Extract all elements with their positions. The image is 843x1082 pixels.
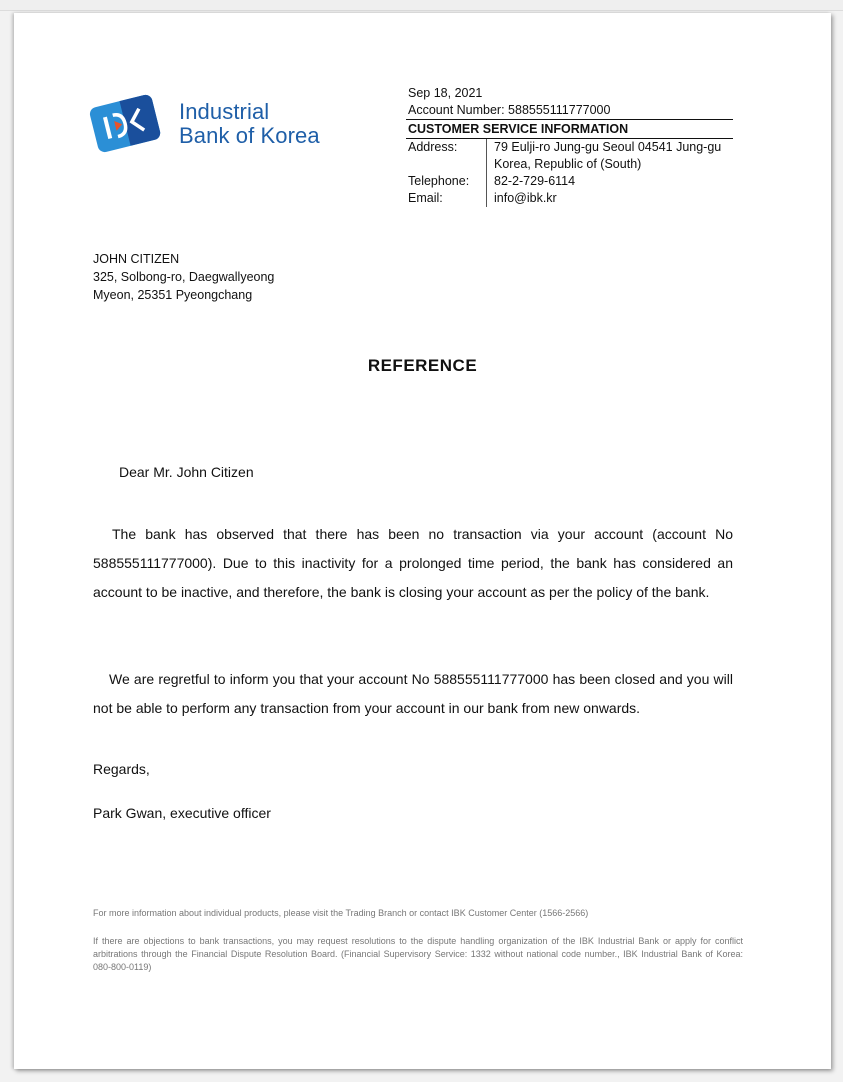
closing: Regards,	[93, 761, 150, 777]
address-value: 79 Eulji-ro Jung-gu Seoul 04541 Jung-gu Korea, Republic of (South)	[486, 139, 733, 173]
recipient-address-line1: 325, Solbong-ro, Daegwallyeong	[93, 270, 275, 284]
signature: Park Gwan, executive officer	[93, 805, 271, 821]
telephone-label: Telephone:	[408, 174, 470, 188]
footer-note-2: If there are objections to bank transactions, you may request resolutions to the dispute handling organization of the IBK Industrial Bank or apply for conflict arbitrations through the Financial Dispute Resolution Board. (Financial Supervisory Service: 1332 without national code number., IBK Industrial Bank of Korea: 080-800-0119)	[93, 936, 743, 972]
letter-date: Sep 18, 2021	[408, 86, 483, 100]
account-number: Account Number: 588555111777000	[408, 103, 611, 117]
bank-name-line1: Industrial	[179, 99, 270, 124]
bank-name-line2: Bank of Korea	[179, 123, 320, 148]
email-value: info@ibk.kr	[486, 190, 733, 207]
email-row	[406, 190, 733, 207]
section-title: CUSTOMER SERVICE INFORMATION	[408, 122, 629, 136]
ibk-logo-icon	[87, 90, 167, 156]
recipient-name: JOHN CITIZEN	[93, 252, 180, 266]
recipient-block	[93, 250, 274, 304]
greeting: Dear Mr. John Citizen	[119, 464, 254, 480]
footer-note-1: For more information about individual products, please visit the Trading Branch or contact IBK Customer Center (1566-2566)	[93, 908, 589, 918]
letter-title: REFERENCE	[367, 356, 478, 375]
telephone-value: 82-2-729-6114	[486, 173, 733, 190]
viewer-top-bar	[0, 0, 843, 11]
address-row	[406, 139, 733, 173]
document-page	[14, 13, 831, 1069]
email-label: Email:	[408, 191, 443, 205]
telephone-row	[406, 173, 733, 190]
customer-service-info	[406, 85, 733, 207]
address-label: Address:	[408, 140, 458, 154]
bank-name	[179, 100, 320, 148]
bank-logo	[87, 90, 352, 156]
paragraph-2: We are regretful to inform you that your account No 588555111777000 has been closed and you will not be able to perform any transaction from your account in our bank from new onwards.	[93, 671, 733, 716]
paragraph-1: The bank has observed that there has been no transaction via your account (account No 588555111777000). Due to this inactivity for a prolonged time period, the bank has considered an account to be inactive, and therefore, the bank is closing your account as per the policy of the bank.	[93, 526, 733, 600]
recipient-address-line2: Myeon, 25351 Pyeongchang	[93, 288, 253, 302]
